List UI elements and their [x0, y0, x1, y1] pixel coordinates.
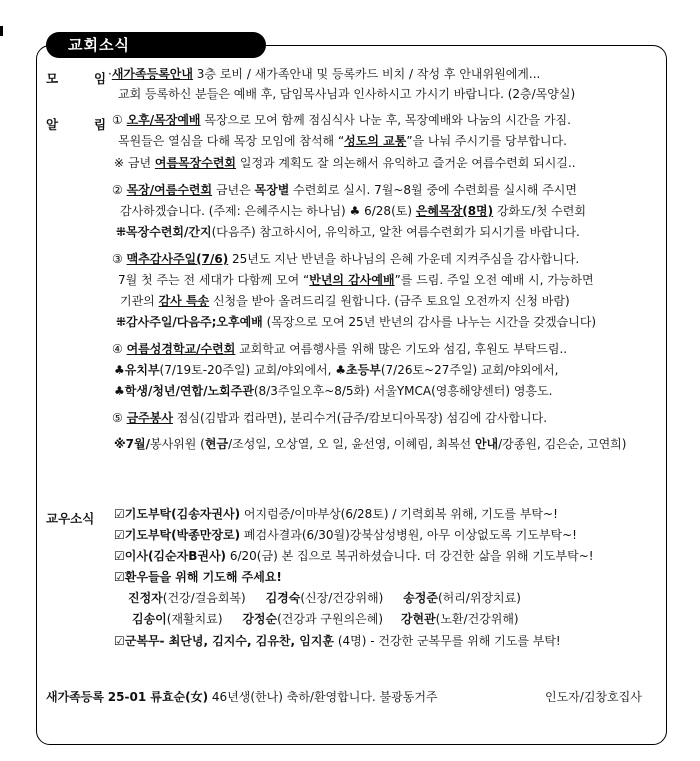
members-row-4: ☑환우들을 위해 기도해 주세요! [114, 570, 282, 584]
members-row-2: ☑기도부탁(박종만장로) 폐검사결과(6/30월)강북삼성병원, 아무 이상없도록 기도부탁~! [114, 528, 577, 542]
notice-4-line-3: ♣학생/청년/연합/노회주관(8/3주일오후~8/5화) 서울YMCA(영흥해양센터) 영흥도. [114, 384, 553, 398]
notice-4-line-2: ♣유치부(7/19토-20주일) 교회/야외에서, ♣초등부(7/26토~27주일) 교회/야외에서, [114, 363, 559, 377]
notice-2-line-1: ② 목장/여름수련회 금년은 목장별 수련회로 실시. 7월~8월 중에 수련회를 실시해 주시면 [112, 183, 577, 197]
notice-5-line-1: ⑤ 금주봉사 점심(김밥과 컵라면), 분리수거(금주/캄보디아목장) 섬김에 감사합니다. [112, 411, 548, 425]
meeting-line-2: 교회 등록하신 분들은 예배 후, 담임목사님과 인사하시고 가시기 바랍니다. (2층/목양실) [118, 87, 576, 101]
section-title: 교회소식 [46, 32, 266, 58]
checkbox-icon: ☑ [114, 507, 125, 521]
notice-label-1: 알 [46, 117, 59, 132]
new-family-label: 새가족등록 [46, 690, 104, 704]
new-family-guide: 인도자/김창호집사 [545, 690, 642, 704]
notice-label-2: 림 [94, 117, 107, 132]
members-row-6: 김송이(재활치료) 강정순(건강과 구원의은혜) 강현관(노환/건강위해) [132, 612, 519, 626]
notice-3-line-4: ⁜감사주일/다음주;오후예배 (목장으로 모여 25년 반년의 감사를 나누는 시간을 갖겠습니다) [116, 315, 597, 329]
meeting-line-1: ·새가족등록안내 3층 로비 / 새가족안내 및 등록카드 비치 / 작성 후 안내위원에게... [108, 67, 541, 81]
notice-3-line-1: ③ 맥추감사주일(7/6) 25년도 지난 반년을 하나님의 은혜 가운데 지켜주심을 감사합니다. [112, 252, 580, 266]
notice-3-line-2: 7월 첫 주는 전 세대가 다함께 모여 “반년의 감사예배”를 드림. 주일 오전 예배 시, 가능하면 [118, 273, 594, 287]
members-label: 교우소식 [46, 511, 95, 526]
checkbox-icon: ☑ [114, 634, 125, 648]
meeting-label-2: 임 [94, 71, 107, 86]
notice-5-line-2: ※7월/봉사위원 (현금/조성일, 오상열, 오 일, 윤선영, 이혜림, 최복선 안내/강종원, 김은순, 고연희) [114, 437, 627, 451]
members-row-3: ☑이사(김순자B권사) 6/20(금) 본 집으로 복귀하셨습니다. 더 강건한 삶을 위해 기도부탁~! [114, 549, 594, 563]
notice-1-line-3: ※ 금년 여름목장수련회 일정과 계획도 잘 의논해서 유익하고 즐거운 여름수련회 되시길.. [114, 156, 576, 170]
checkbox-icon: ☑ [114, 570, 125, 584]
members-row-1: ☑기도부탁(김송자권사) 어지럼증/이마부상(6/28토) / 기력회복 위해, 기도를 부탁~! [114, 507, 558, 521]
notice-2-line-3: ⁜목장수련회/간지(다음주) 참고하시어, 유익하고, 알찬 여름수련회가 되시기를 바랍니다. [116, 225, 580, 239]
new-family-line: 새가족등록 25-01 류효순(女) 46년생(한나) 축하/환영합니다. 불광동거주 [46, 690, 438, 704]
notice-4-line-1: ④ 여름성경학교/수련회 교회학교 여름행사를 위해 많은 기도와 섬김, 후원도 부탁드림.. [112, 342, 568, 356]
members-row-7: ☑군복무- 최단녕, 김지수, 김유찬, 임지훈 (4명) - 건강한 군복무를 위해 기도를 부탁! [114, 634, 561, 648]
notice-3-line-3: 기관의 감사 특송 신청을 받아 올려드리길 원합니다. (금주 토요일 오전까지 신청 바람) [120, 294, 570, 308]
page-edge-mark [0, 26, 3, 36]
checkbox-icon: ☑ [114, 528, 125, 542]
notice-1-line-1: ① 오후/목장예배 목장으로 모여 함께 점심식사 나눈 후, 목장예배와 나눔의 시간을 가짐. [112, 113, 571, 127]
notice-2-line-2: 감사하겠습니다. (주제: 은혜주시는 하나님) ♣ 6/28(토) 은혜목장(8명) 강화도/첫 수련회 [120, 204, 586, 218]
members-row-5: 진정자(건강/걸음회복) 김경숙(신장/건강위해) 송정준(허리/위장치료) [128, 591, 521, 605]
notice-1-line-2: 목원들은 열심을 다해 목장 모임에 참석해 “성도의 교통”을 나눠 주시기를 당부합니다. [118, 134, 567, 148]
checkbox-icon: ☑ [114, 549, 125, 563]
meeting-label-1: 모 [46, 71, 59, 86]
